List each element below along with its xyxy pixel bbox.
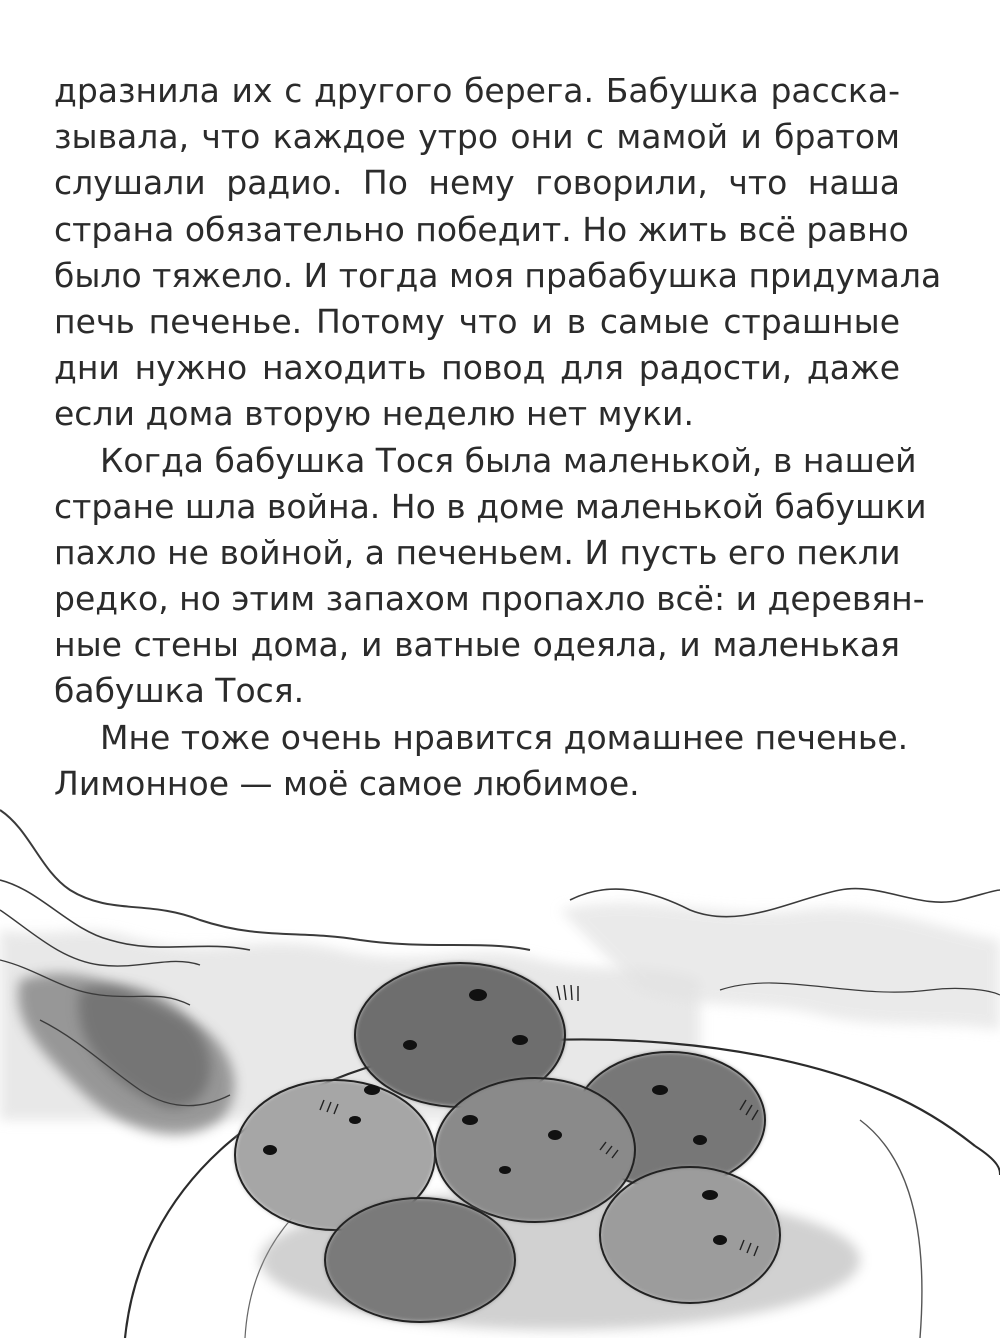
paragraph-1 <box>54 68 942 438</box>
text-line: было тяжело. И тогда моя прабабушка придумала <box>54 255 942 295</box>
text-line: бабушка Тося. <box>54 671 305 711</box>
text-line: если дома вторую неделю нет муки. <box>54 394 694 434</box>
text-line: зывала, что каждое утро они с мамой и братом <box>54 117 900 157</box>
text-line: слушали радио. По нему говорили, что наша <box>54 163 900 203</box>
text-line: страна обязательно победит. Но жить всё равно <box>54 209 909 249</box>
text-line: редко, но этим запахом пропахло всё: и деревян- <box>54 579 925 619</box>
text-line: Мне тоже очень нравится домашнее печенье. <box>100 717 909 757</box>
cookies-illustration <box>0 790 1000 1338</box>
text-line: дни нужно находить повод для радости, даже <box>54 348 900 388</box>
cookie <box>435 1078 635 1222</box>
cookie <box>325 1198 515 1322</box>
page-text <box>54 68 942 807</box>
text-line: стране шла война. Но в доме маленькой бабушки <box>54 486 927 526</box>
text-line: Когда бабушка Тося была маленькой, в нашей <box>100 440 917 480</box>
text-line: дразнила их с другого берега. Бабушка расска- <box>54 71 900 110</box>
text-line: ные стены дома, и ватные одеяла, и маленькая <box>54 625 900 665</box>
text-line: Лимонное — моё самое любимое. <box>54 763 640 803</box>
text-line: печь печенье. Потому что и в самые страшные <box>54 301 900 341</box>
text-line: пахло не войной, а печеньем. И пусть его пекли <box>54 532 901 572</box>
cookie <box>600 1167 780 1303</box>
paragraph-2 <box>54 438 927 715</box>
